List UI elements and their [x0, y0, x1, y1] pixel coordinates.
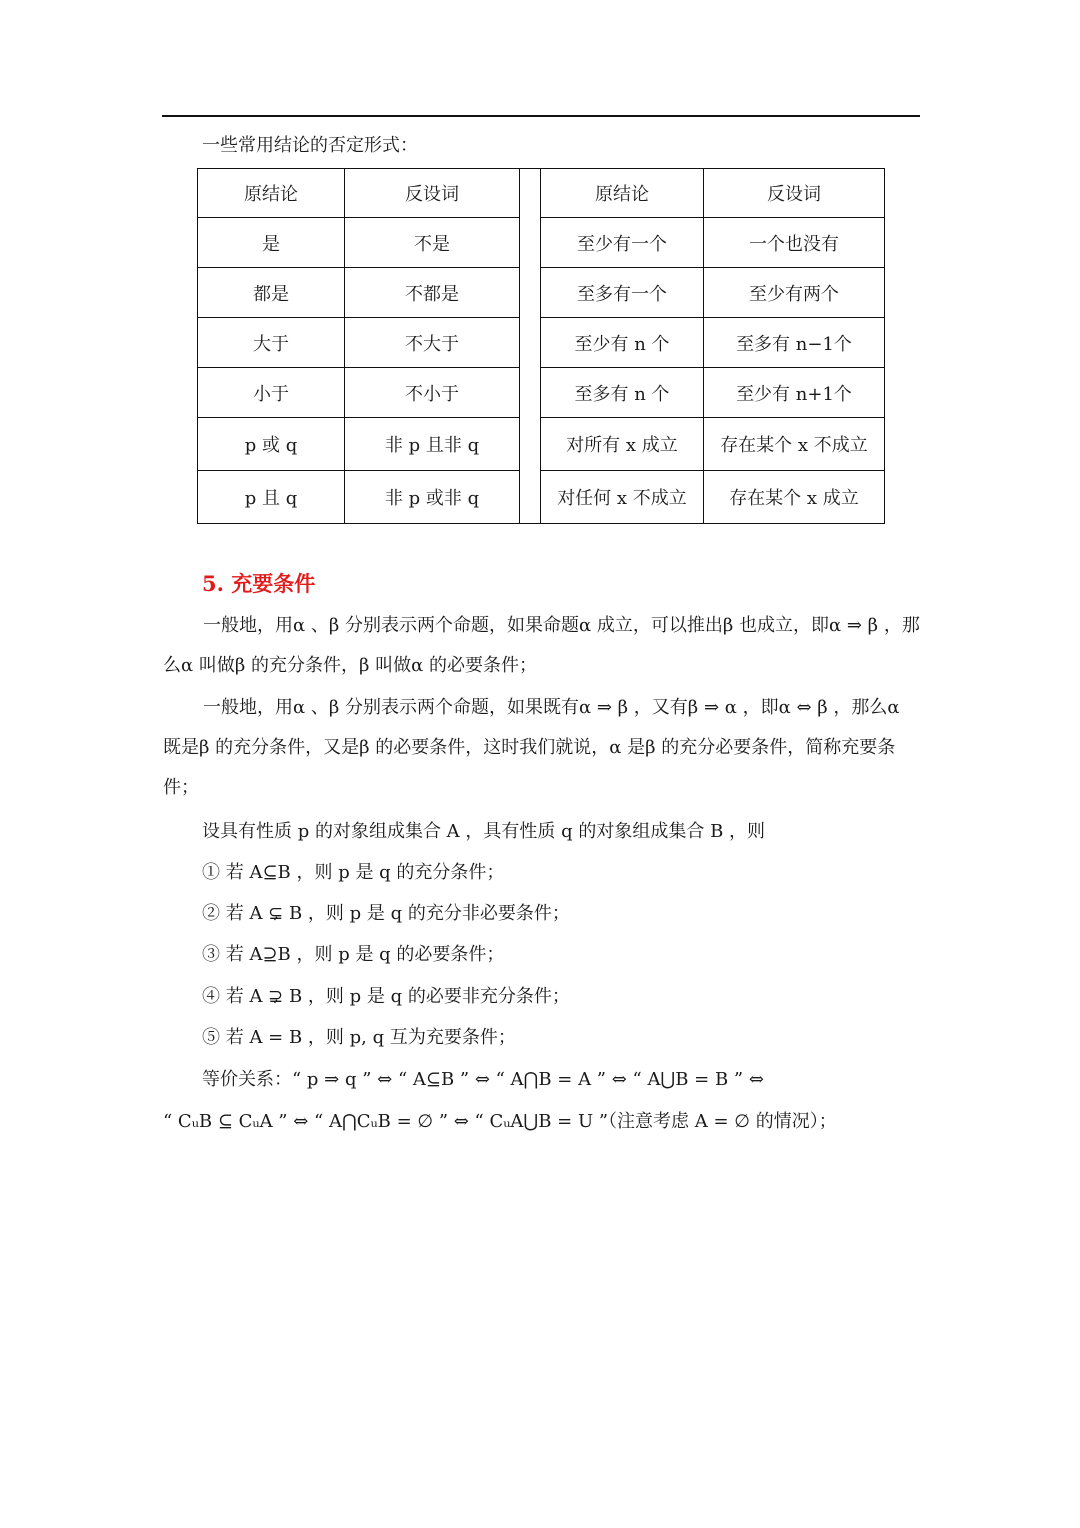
section-heading: 5. 充要条件	[202, 571, 316, 596]
set-intro: 设具有性质 p 的对象组成集合 A ，具有性质 q 的对象组成集合 B ，则	[202, 821, 766, 842]
negation-table	[197, 168, 885, 524]
table-row	[198, 318, 885, 368]
table-cell: 存在某个 x 不成立	[704, 418, 885, 471]
table-row	[198, 368, 885, 418]
list-item: ③ 若 A⊇B ，则 p 是 q 的必要条件；	[202, 944, 505, 965]
equivalence-line-2: “ CᵤB ⊆ CᵤA ” ⇔ “ A⋂CᵤB = ∅ ” ⇔ “ CᵤA⋃B = U ”（注意考虑 A = ∅ 的情况）；	[163, 1111, 837, 1132]
table-cell: 不小于	[345, 368, 520, 418]
table-cell: 至少有两个	[704, 268, 885, 318]
table-row	[198, 418, 885, 471]
table-cell: p 或 q	[198, 418, 345, 471]
table-cell: 至多有 n−1个	[704, 318, 885, 368]
table-intro: 一些常用结论的否定形式：	[202, 135, 418, 156]
table-cell: 至少有 n+1个	[704, 368, 885, 418]
table-cell: 对所有 x 成立	[541, 418, 704, 471]
table-cell: 存在某个 x 成立	[704, 471, 885, 524]
header-cell: 反设词	[704, 169, 885, 218]
table-cell: 非 p 且非 q	[345, 418, 520, 471]
paragraph-sufficient: 一般地，用α 、β 分别表示两个命题，如果命题α 成立，可以推出β 也成立，即α ⇒ β ，那么α 叫做β 的充分条件，β 叫做α 的必要条件；	[163, 615, 920, 676]
list-item: ④ 若 A ⊋ B ，则 p 是 q 的必要非充分条件；	[202, 986, 570, 1007]
header-rule	[162, 115, 920, 117]
table-cell: 大于	[198, 318, 345, 368]
table-cell: 不是	[345, 218, 520, 268]
table-cell: 小于	[198, 368, 345, 418]
table-gap	[520, 169, 541, 524]
header-cell: 原结论	[198, 169, 345, 218]
header-cell: 反设词	[345, 169, 520, 218]
header-cell: 原结论	[541, 169, 704, 218]
table-row	[198, 218, 885, 268]
table-row	[198, 268, 885, 318]
table-cell: 不都是	[345, 268, 520, 318]
table-cell: 对任何 x 不成立	[541, 471, 704, 524]
table-cell: 至少有一个	[541, 218, 704, 268]
table-cell: 是	[198, 218, 345, 268]
table-cell: 不大于	[345, 318, 520, 368]
table-cell: 一个也没有	[704, 218, 885, 268]
table-row	[198, 471, 885, 524]
list-item: ⑤ 若 A = B ，则 p, q 互为充要条件；	[202, 1027, 516, 1048]
table-cell: 非 p 或非 q	[345, 471, 520, 524]
list-item: ② 若 A ⊊ B ，则 p 是 q 的充分非必要条件；	[202, 903, 570, 924]
table-header-row	[198, 169, 885, 218]
table-cell: 至少有 n 个	[541, 318, 704, 368]
table-cell: 至多有 n 个	[541, 368, 704, 418]
paragraph-necessary-sufficient: 一般地，用α 、β 分别表示两个命题，如果既有α ⇒ β ，又有β ⇒ α ，即α ⇔ β ，那么α 既是β 的充分条件，又是β 的必要条件，这时我们就说，α 是β 的充分必要条件，简称充要条件；	[163, 697, 900, 798]
table-cell: 都是	[198, 268, 345, 318]
equivalence-line-1: 等价关系：“ p ⇒ q ” ⇔ “ A⊆B ” ⇔ “ A⋂B = A ” ⇔ “ A⋃B = B ” ⇔	[202, 1069, 764, 1090]
table-cell: p 且 q	[198, 471, 345, 524]
list-item: ① 若 A⊆B ，则 p 是 q 的充分条件；	[202, 862, 505, 883]
table-cell: 至多有一个	[541, 268, 704, 318]
